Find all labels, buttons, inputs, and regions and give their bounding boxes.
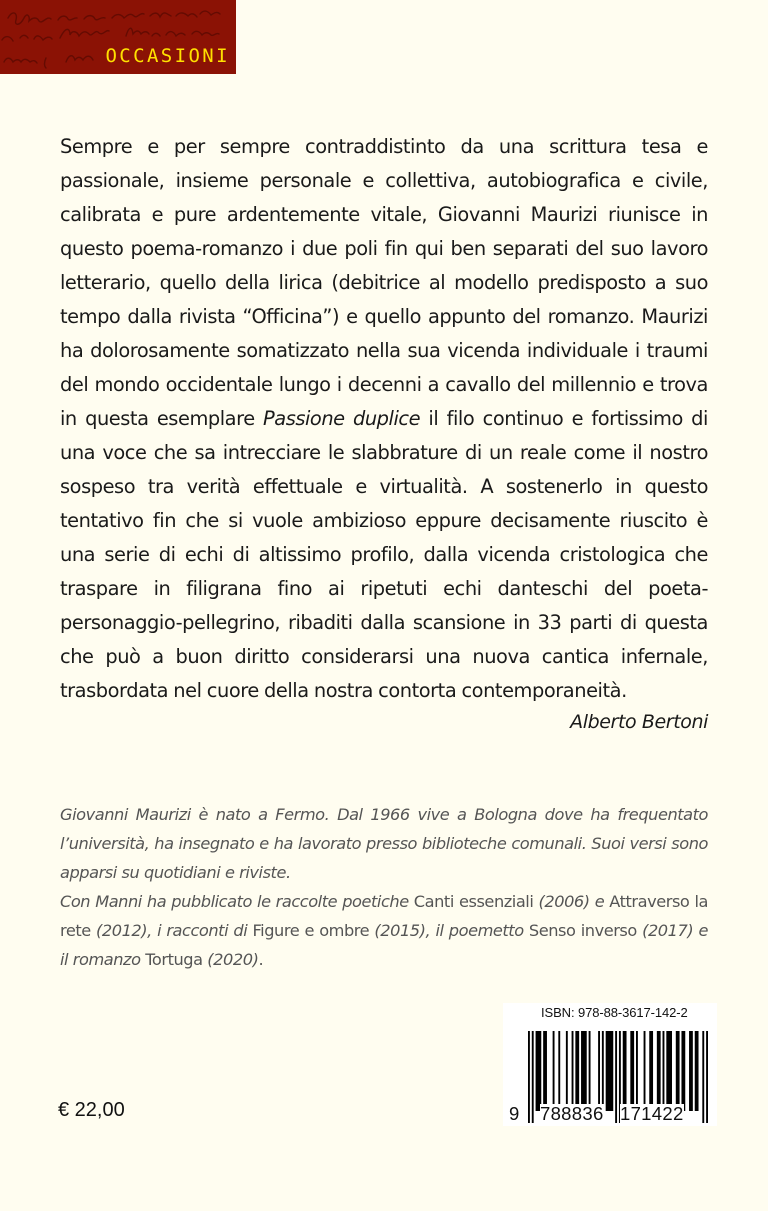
barcode-bar xyxy=(566,1031,568,1111)
barcode-guard-bar xyxy=(528,1031,530,1123)
series-name: OCCASIONI xyxy=(105,45,230,67)
bio-book-year-5: (2020) xyxy=(202,950,259,969)
barcode-bar xyxy=(598,1031,600,1111)
bio-book-title-1: Canti essenziali xyxy=(413,892,534,911)
bio-book-year-4: (2017) e il romanzo xyxy=(60,921,708,969)
back-cover-blurb xyxy=(60,130,708,708)
blurb-text-part2: il filo continuo e fortissimo di una voce che sa intrecciare le slabbrature di un reale come il nostro sospeso tra verità effettuale e virtualità. A sostenerlo in questo tentativo fin che si vuole ambizioso eppure decisamente riuscito è una serie di echi di altissimo profilo, dalla vicenda cristologica che traspare in filigrana fino ai ripetuti echi danteschi del poeta-personaggio-pellegrino, ribaditi dalla scansione in 33 parti di questa che può a buon diritto considerarsi una nuova cantica infernale, trasbordata nel cuore della nostra contorta contemporaneità. xyxy=(60,407,708,702)
barcode-digit-group-right: 171422 xyxy=(620,1103,684,1124)
barcode-guard-bar xyxy=(615,1031,617,1123)
blurb-text-part1: Sempre e per sempre contraddistinto da una scrittura tesa e passionale, insieme personale e collettiva, autobiografica e civile, calibrata e pure ardentemente vitale, Giovanni Maurizi riunisce in questo poema-romanzo i due poli fin qui ben separati del suo lavoro letterario, quello della lirica (debitrice al modello predisposto a suo tempo dalla rivista “Officina”) e quello appunto del romanzo. Maurizi ha dolorosamente somatizzato nella sua vicenda individuale i traumi del mondo occidentale lungo i decenni a cavallo del millennio e trova in questa esemplare xyxy=(60,135,708,430)
bio-book-year-3: (2015), il poemetto xyxy=(369,921,529,940)
barcode-bar xyxy=(602,1031,604,1111)
barcode-bar xyxy=(676,1031,680,1111)
bio-book-title-3: Figure e ombre xyxy=(252,921,370,940)
bio-intro: Con Manni ha pubblicato le raccolte poetiche xyxy=(60,892,414,911)
bio-end-punctuation: . xyxy=(258,950,264,969)
isbn-label: ISBN: 978-88-3617-142-2 xyxy=(541,1005,688,1020)
barcode-digit-group-left: 788836 xyxy=(540,1103,604,1124)
barcode-bar xyxy=(581,1031,587,1111)
barcode-bar xyxy=(666,1031,672,1111)
barcode-bar xyxy=(644,1031,646,1111)
barcode-guard-bar xyxy=(706,1031,708,1123)
barcode-first-digit: 9 xyxy=(509,1103,520,1124)
bio-book-title-5: Tortuga xyxy=(145,950,203,969)
barcode-bar xyxy=(589,1031,591,1111)
barcode-bar xyxy=(649,1031,653,1111)
barcode-guard-bar xyxy=(532,1031,534,1123)
barcode-bar xyxy=(558,1031,560,1111)
author-bio xyxy=(60,800,708,974)
bio-book-year-2: (2012), i racconti di xyxy=(90,921,253,940)
barcode-bar xyxy=(636,1031,638,1111)
barcode-bar xyxy=(695,1031,699,1111)
barcode-bar xyxy=(553,1031,555,1111)
barcode-bar xyxy=(536,1031,542,1111)
barcode-bar xyxy=(543,1031,547,1111)
barcode-bar xyxy=(572,1031,574,1111)
price: € 22,00 xyxy=(58,1099,125,1121)
bio-book-title-4: Senso inverso xyxy=(528,921,637,940)
barcode-bar xyxy=(575,1031,579,1111)
series-header xyxy=(0,0,236,74)
barcode-bar xyxy=(657,1031,661,1111)
barcode-guard-bar xyxy=(702,1031,704,1123)
book-title: Passione duplice xyxy=(263,407,421,430)
bio-paragraph-1: Giovanni Maurizi è nato a Fermo. Dal 1966 vive a Bologna dove ha frequentato l’università, ha insegnato e ha lavorato presso biblioteche comunali. Suoi versi sono apparsi su quotidiani e riviste. xyxy=(60,805,708,882)
bio-book-title-2: Attraverso la rete xyxy=(60,892,708,940)
barcode-bar xyxy=(681,1031,685,1111)
barcode-bar xyxy=(630,1031,634,1111)
barcode-bar xyxy=(689,1031,693,1111)
isbn-barcode xyxy=(503,1003,717,1126)
blurb-paragraph xyxy=(60,130,708,708)
bio-paragraph-2 xyxy=(60,887,708,974)
barcode-bar xyxy=(663,1031,665,1111)
blurb-author: Alberto Bertoni xyxy=(570,711,708,733)
barcode-bar xyxy=(623,1031,627,1111)
bio-book-year-1: (2006) e xyxy=(533,892,610,911)
barcode-bar xyxy=(606,1031,614,1111)
